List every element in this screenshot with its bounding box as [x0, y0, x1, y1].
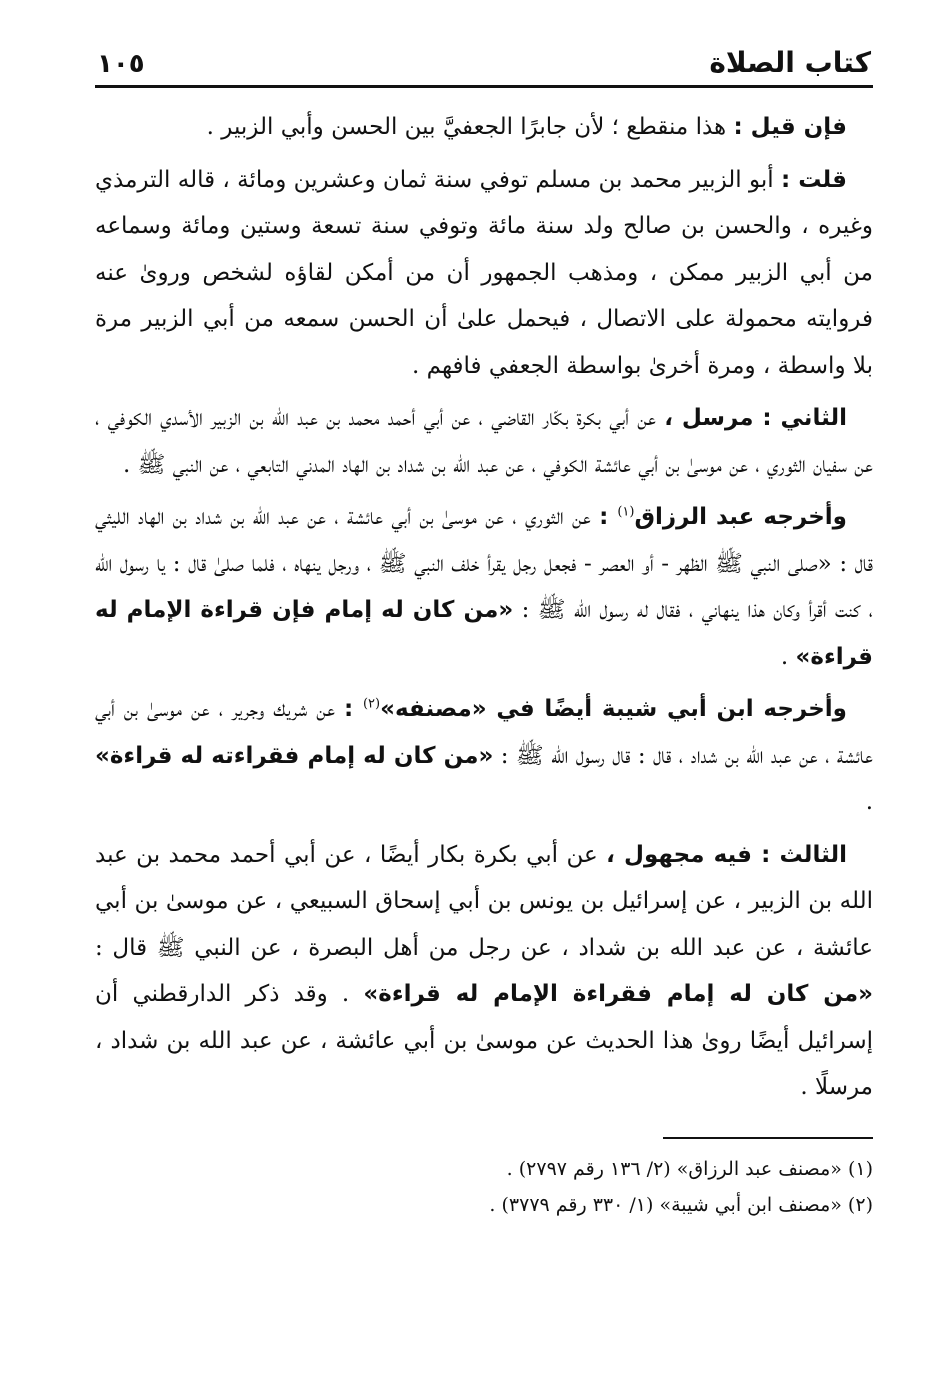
footnote-divider — [663, 1137, 873, 1139]
footnote-2: (٢) «مصنف ابن أبي شيبة» (١/ ٣٣٠ رقم ٣٧٧٩) . — [489, 1193, 873, 1216]
paragraph-abdurrazzaq — [95, 494, 873, 680]
running-title: كتاب الصلاة — [709, 46, 871, 79]
paragraph-lead-colon: : — [599, 504, 618, 530]
running-header — [95, 30, 873, 88]
body-text — [95, 104, 873, 1111]
footnotes — [95, 1151, 873, 1223]
hadith-quote: «من كان له إمام فقراءة الإمام له قراءة» — [363, 981, 873, 1007]
paragraph-lead: فإن قيل : — [733, 114, 847, 140]
paragraph-lead: وأخرجه ابن أبي شيبة أيضًا في «مصنفه» — [380, 696, 847, 722]
footnote-marker: (١) — [617, 504, 635, 520]
paragraph-text: عن أبي بكرة بكار أيضًا ، عن أبي أحمد محمد بن عبد الله بن الزبير ، عن إسرائيل بن يونس بن أبي إسحاق السبيعي ، عن موسىٰ بن أبي عائشة ، عن عبد الله بن شداد ، عن رجل من أهل البصرة ، عن النبي ﷺ قال : — [95, 841, 873, 961]
footnote-marker: (٢) — [362, 696, 381, 712]
paragraph-text: عن شريك وجرير ، عن موسىٰ بن أبي عائشة ، عن عبد الله بن شداد ، قال : قال رسول الله ﷺ : — [95, 696, 873, 769]
paragraph-tail: . — [865, 789, 873, 815]
paragraph-reply — [95, 157, 873, 390]
paragraph-lead: الثاني : مرسل ، — [664, 405, 847, 431]
page-number: ١٠٥ — [97, 49, 145, 79]
hadith-quote: «من كان له إمام فإن قراءة الإمام له قراءة» — [95, 597, 873, 670]
paragraph-ibn-abi-shayba — [95, 686, 873, 826]
paragraph-third-majhul — [95, 832, 873, 1111]
paragraph-lead: وأخرجه عبد الرزاق — [634, 504, 847, 530]
hadith-quote: «من كان له إمام فقراءته له قراءة» — [95, 742, 494, 769]
paragraph-objection — [95, 104, 873, 151]
paragraph-tail: . — [780, 643, 796, 670]
paragraph-text: عن الثوري ، عن موسىٰ بن أبي عائشة ، عن عبد الله بن شداد بن الهاد الليثي قال : «صلى النبي ﷺ الظهر - أو العصر - فجعل رجل يقرأ خلف النبي ﷺ ، ورجل ينهاه ، فلما صلىٰ قال : يا رسول الله ، كنت أقرأ وكان هذا ينهاني ، فقال له رسول الله ﷺ : — [95, 504, 873, 623]
paragraph-text: هذا منقطع ؛ لأن جابرًا الجعفيَّ بين الحسن وأبي الزبير . — [206, 114, 734, 140]
paragraph-lead: قلت : — [780, 166, 847, 193]
footnote-1: (١) «مصنف عبد الرزاق» (٢/ ١٣٦ رقم ٢٧٩٧) . — [506, 1157, 873, 1180]
paragraph-tail: . وقد ذكر الدارقطني أن إسرائيل أيضًا روىٰ هذا الحديث عن موسىٰ بن أبي عائشة ، عن عبد الله بن شداد ، مرسلًا . — [95, 981, 873, 1100]
paragraph-lead-colon: : — [344, 696, 363, 722]
book-page — [95, 30, 873, 1223]
paragraph-lead: الثالث : فيه مجهول ، — [606, 841, 847, 868]
paragraph-text: أبو الزبير محمد بن مسلم توفي سنة ثمان وعشرين ومائة ، قاله الترمذي وغيره ، والحسن بن صالح ولد سنة مائة وتوفي سنة تسعة وستين ومائة وسماعه من أبي الزبير ممكن ، ومذهب الجمهور أن من أمكن لقاؤه لشخص وروىٰ عنه فروايته محمولة على الاتصال ، فيحمل علىٰ أن الحسن سمعه من أبي الزبير مرة بلا واسطة ، ومرة أخرىٰ بواسطة الجعفي فافهم . — [95, 166, 873, 379]
paragraph-text: عن أبي بكرة بكّار القاضي ، عن أبي أحمد محمد بن عبد الله بن الزبير الأسدي الكوفي ، عن سفيان الثوري ، عن موسىٰ بن أبي عائشة الكوفي ، عن عبد الله بن شداد بن الهاد المدني التابعي ، عن النبي ﷺ . — [95, 405, 873, 478]
paragraph-second-mursal — [95, 395, 873, 488]
